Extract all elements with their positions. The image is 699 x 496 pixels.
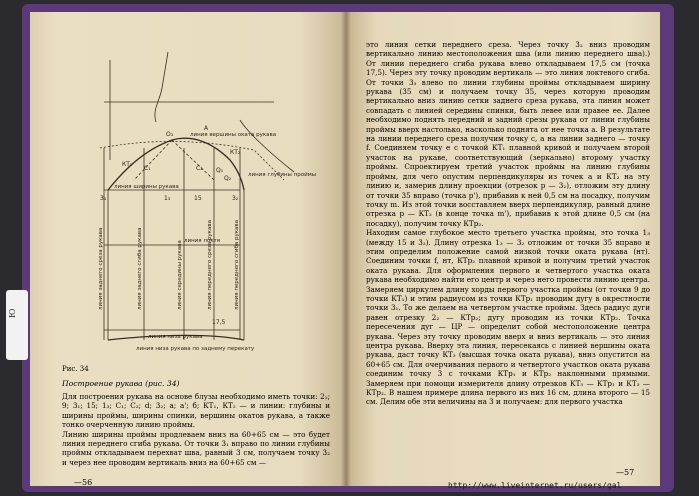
point-label: C₂: [196, 165, 203, 172]
line-label: линия переднего среза рукава: [207, 220, 213, 310]
point-label: 15: [194, 195, 202, 202]
paragraph: это линия сетки переднего среза. Через точку 3₂ вниз проводим вертикально линию местоположения шва (или линию переднего шва).) От линии переднего сгиба рукава влево откладываем 17,5 см (точка 17,5). Через эту точку проводим вертикаль — это линия локтевого сгиба. От точки 3₃ влево по линии глубины проймы откладываем ширину рукава (35 см) и получаем точку 35, через которую проводим вертикально вниз линию сетки заднего среза рукава, эта линия может совпадать с линией середины спинки, быть левее или правее ее. Далее необходимо поднять передний и задний срезы рукава от линии глубины проймы вверх настолько, насколько поднята от нее точка a. В результате на линии переднего среза получим точку c, а на линии заднего — точку f. Соединяем точку e с точкой КТ₁ плавной кривой и получаем второй участок на рукаве, соответствующий (зеркально) второму участку проймы. Спроектируем третий участок проймы на линию глубины проймы, для чего опустим перпендикуляры из точек a и КТ₂ на эту линию и, замерив длину проекции (отрезок p — 3₂), отложим эту длину от точки 35 вправо (точка p'), прибавив к ней 0,5 см на посадку, получим точку m. Из этой точки восставляем вверх перпендикуляр, равный длине отрезка p — КТ₂ (в конце точка m'), прибавив к этой длине 0,5 см (на посадку), получим точку КТр₂.: [366, 40, 650, 228]
line-label: линия ширины рукава: [114, 184, 179, 190]
line-label: линия переднего сгиба рукава: [234, 219, 240, 310]
point-label: Q₂: [224, 175, 232, 182]
section-heading: Построение рукава (рис. 34): [62, 379, 180, 388]
right-page-text: [366, 40, 650, 407]
point-label: 3₂: [232, 195, 239, 202]
line-label: линия низа рукава по заднему перекату: [136, 346, 255, 352]
figure-caption: Рис. 34: [62, 365, 89, 373]
line-label: линия вершины оката рукава: [190, 132, 277, 138]
point-label: 1₃: [164, 195, 171, 202]
left-page-text: [62, 392, 330, 467]
point-label: C₁: [144, 165, 151, 172]
line-label: линия заднего среза рукава: [98, 227, 104, 310]
sleeve-diagram: [44, 40, 334, 368]
page-number-left: —56: [74, 478, 93, 487]
paragraph: Линию ширины проймы продлеваем вниз на 60+65 см — это будет линия переднего сгиба рукава. От точки 3₁ вправо по линии глубины проймы откладываем перехват шва, равный 3 см, получаем точку 3₂ и через нее проводим вертикаль вниз на 60+65 см —: [62, 429, 330, 467]
line-label: линия низа рукава: [148, 334, 203, 340]
sleeve-construction-figure: [44, 40, 334, 368]
point-label: КТ₁: [122, 161, 133, 168]
bookmark-tab: [6, 290, 28, 360]
point-label: Q₁: [216, 167, 224, 174]
point-label: КТ₂: [230, 149, 241, 156]
point-label: 3₁: [100, 195, 107, 202]
point-label: A: [204, 125, 209, 132]
page-number-right: —57: [616, 468, 635, 477]
paragraph: Находим самое глубокое место третьего участка проймы, это точка 1₃ (между 15 и 3₂). Длину отрезка 1₃ — 3₂ отложим от точки 35 вправо и этим определим положение самой низкой точки оката рукава (нт). Соединим точки f, нт, КТр₂ плавной кривой и получим третий участок оката рукава. Для оформления первого и четвертого участка оката рукава необходимо найти его центр и через него провести линию центра. Замеряем циркулем длину хорды первого участка проймы (от точки 9 до точки КТ₁) и этим радиусом из точки КТр₁ проводим дугу в окрестности точки 3₁. То же делаем на четвертом участке проймы. Здесь радиус дуги равен отрезку 2₂ — КТр₂; дугу проводим из точки КТр₂. Точка пересечения дуг — ЦР — определит собой местоположение центра рукава. Через эту точку проводим вверх и вниз вертикаль — это линия центра рукава. Вверху эта линия, пересекаясь с линией вершины оката рукава, даст точку КТ₃ (высшая точка оката рукава), вниз опустится на 60+65 см. Для очерчивания первого и четвертого участков оката рукава соединим точку 3 с точками КТр₁ и КТр₂ наклонными прямыми. Замеряем при помощи измерителя длину отрезков КТ₃ — КТр₁ и КТ₃ — КТр₂. В нашем примере длина первого из них 16 см, длина второго — 15 см. Делим обе эти величины на 3 и получаем: для первого участка: [366, 228, 650, 407]
line-label: линия глубины проймы: [248, 172, 317, 178]
line-label: линия середины рукава: [177, 240, 183, 310]
paragraph: Для построения рукава на основе блузы необходимо иметь точки: 2₂; 9; 3₁; 15; 1₃; C₁; C₂; d; 3₂; a; a'; б; КТ₁, КТ₂ — и линии: глубины и ширины проймы, ширины спинки, вершины окатов рукава, а также тонко очерченную линию проймы.: [62, 392, 330, 430]
line-label: линия заднего сгиба рукава: [137, 227, 143, 310]
watermark-url: http://www.liveinternet.ru/users/gal: [448, 481, 622, 490]
line-label: линия локтя: [184, 238, 221, 244]
point-label: 17,5: [212, 319, 226, 326]
point-label: О₃: [166, 131, 174, 138]
book-spine: [341, 12, 351, 486]
bookmark-tab-label: Ю: [8, 308, 17, 318]
